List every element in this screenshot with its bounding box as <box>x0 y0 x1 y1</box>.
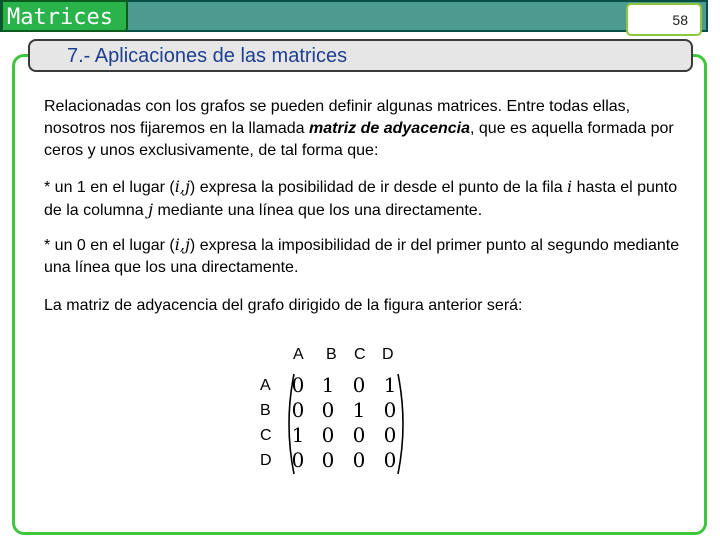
matrix-cell: 0 <box>291 373 305 397</box>
rule2-part1: * un 0 en el lugar ( <box>44 237 175 254</box>
matrix-cell: 0 <box>291 448 305 472</box>
column-label-b: B <box>326 346 337 363</box>
rule1-j: j <box>148 200 154 219</box>
rule-two-paragraph <box>44 234 684 279</box>
rule1-part1: * un 1 en el lugar ( <box>44 179 175 196</box>
row-label-b: B <box>260 402 271 419</box>
column-label-d: D <box>382 346 394 363</box>
matrix-cell: 0 <box>383 423 397 447</box>
matrix-cell: 1 <box>291 423 305 447</box>
column-label-c: C <box>354 346 366 363</box>
page-number: 58 <box>626 3 702 36</box>
matrix-cell: 1 <box>352 398 366 422</box>
column-label-a: A <box>293 346 304 363</box>
rule1-ij: i,j <box>174 177 190 196</box>
rule1-i: i <box>567 177 573 196</box>
matrix-cell: 0 <box>383 398 397 422</box>
rule1-part4: mediante una línea que los una directamente. <box>153 202 483 219</box>
row-label-a: A <box>260 377 271 394</box>
matrix-cell: 0 <box>321 448 335 472</box>
intro-text-before: Relacionadas con los grafos se pueden definir algunas matrices. Entre todas ellas, nosotros nos fijaremos en la llamada <box>44 98 631 137</box>
intro-text-after: , que es aquella formada por ceros y unos exclusivamente, de tal forma que: <box>44 120 674 159</box>
app-title: Matrices <box>1 0 128 32</box>
matrix-cell: 0 <box>352 373 366 397</box>
rule-one-paragraph <box>44 176 684 222</box>
conclusion-paragraph: La matriz de adyacencia del grafo dirigido de la figura anterior será: <box>44 297 523 314</box>
rule1-part3: hasta el punto de la columna <box>44 179 678 219</box>
matrix-cell: 0 <box>321 423 335 447</box>
matrix-cell: 0 <box>352 423 366 447</box>
matrix-cell: 1 <box>321 373 335 397</box>
intro-paragraph <box>44 96 684 162</box>
rule1-part2: ) expresa la posibilidad de ir desde el punto de la fila <box>189 179 568 196</box>
rule2-part2: ) expresa la imposibilidad de ir del primer punto al segundo mediante una línea que los una directamente. <box>44 237 680 276</box>
row-label-d: D <box>260 452 272 469</box>
matrix-cell: 1 <box>383 373 397 397</box>
matrix-cell: 0 <box>321 398 335 422</box>
section-heading: 7.- Aplicaciones de las matrices <box>28 39 693 72</box>
matrix-cell: 0 <box>291 398 305 422</box>
matrix-cell: 0 <box>352 448 366 472</box>
intro-emphasis: matriz de adyacencia <box>309 120 470 137</box>
matrix-cell: 0 <box>383 448 397 472</box>
row-label-c: C <box>260 427 272 444</box>
rule2-ij: i,j <box>174 235 190 254</box>
